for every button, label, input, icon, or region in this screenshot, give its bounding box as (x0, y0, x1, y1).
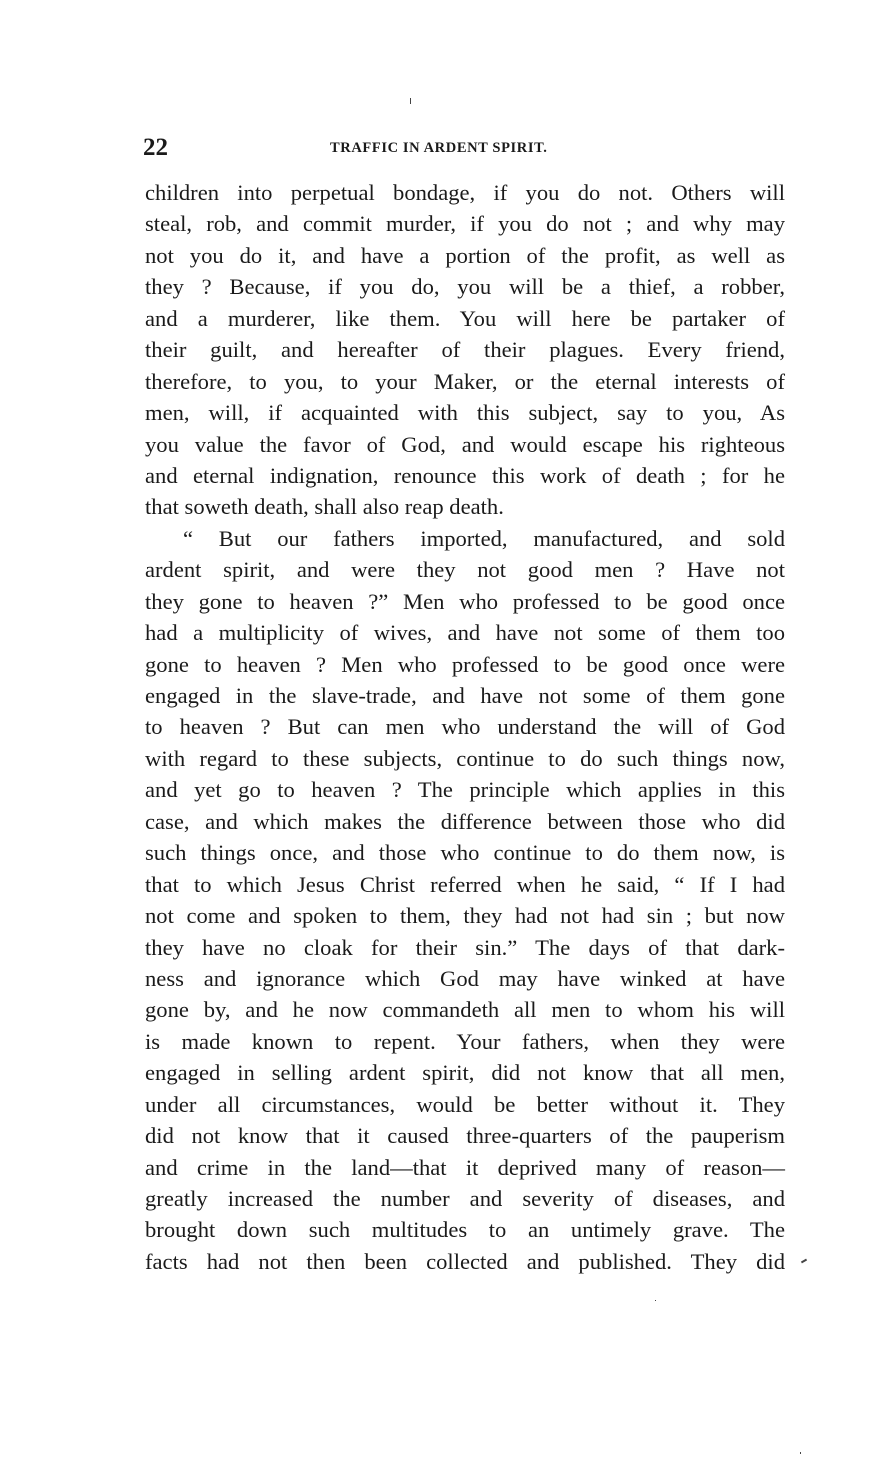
text-line: brought down such multitudes to an untimely grave. The (145, 1217, 785, 1243)
text-line: men, will, if acquainted with this subject, say to you, As (145, 400, 785, 426)
scan-speck (410, 98, 411, 104)
scan-speck (801, 1259, 807, 1264)
text-line: they ? Because, if you do, you will be a thief, a robber, (145, 274, 785, 300)
text-line: engaged in selling ardent spirit, did not know that all men, (145, 1060, 785, 1086)
text-line: and yet go to heaven ? The principle which applies in this (145, 777, 785, 803)
text-line: and a murderer, like them. You will here be partaker of (145, 305, 785, 331)
running-title: TRAFFIC IN ARDENT SPIRIT. (330, 140, 548, 156)
text-line: that to which Jesus Christ referred when he said, “ If I had (145, 871, 785, 897)
body-text (145, 177, 785, 1277)
text-line: steal, rob, and commit murder, if you do not ; and why may (145, 211, 785, 237)
text-line: to heaven ? But can men who understand the will of God (145, 714, 785, 740)
text-line: they have no cloak for their sin.” The days of that dark- (145, 934, 785, 960)
text-line: case, and which makes the difference between those who did (145, 808, 785, 834)
text-line: their guilt, and hereafter of their plagues. Every friend, (145, 337, 785, 363)
text-line: engaged in the slave-trade, and have not some of them gone (145, 683, 785, 708)
text-line: had a multiplicity of wives, and have not some of them too (145, 620, 785, 646)
page-number: 22 (143, 134, 168, 161)
paragraph-start-line: “ But our fathers imported, manufactured, and sold (183, 525, 785, 551)
text-line: you value the favor of God, and would escape his righteous (145, 431, 785, 457)
text-line: and eternal indignation, renounce this work of death ; for he (145, 462, 785, 488)
text-line: not you do it, and have a portion of the profit, as well as (145, 242, 785, 268)
text-line: they gone to heaven ?” Men who professed to be good once (145, 588, 785, 614)
scan-speck (800, 1452, 801, 1454)
text-line: facts had not then been collected and published. They did (145, 1248, 785, 1274)
text-line: with regard to these subjects, continue to do such things now, (145, 745, 785, 771)
text-line: gone to heaven ? Men who professed to be good once were (145, 651, 785, 677)
text-line: ness and ignorance which God may have winked at have (145, 965, 785, 991)
text-line: and crime in the land—that it deprived many of reason— (145, 1154, 785, 1180)
text-line: greatly increased the number and severity of diseases, and (145, 1186, 785, 1211)
text-line: not come and spoken to them, they had not had sin ; but now (145, 903, 785, 929)
text-line: therefore, to you, to your Maker, or the eternal interests of (145, 368, 785, 394)
text-line: is made known to repent. Your fathers, when they were (145, 1028, 785, 1054)
text-line: children into perpetual bondage, if you do not. Others will (145, 180, 785, 205)
text-line: did not know that it caused three-quarters of the pauperism (145, 1123, 785, 1149)
text-line: gone by, and he now commandeth all men to whom his will (145, 997, 785, 1023)
text-line: such things once, and those who continue to do them now, is (145, 840, 785, 866)
text-line: under all circumstances, would be better without it. They (145, 1091, 785, 1117)
paragraph-end-line: that soweth death, shall also reap death. (145, 494, 504, 520)
text-line: ardent spirit, and were they not good men ? Have not (145, 557, 785, 583)
scan-speck (655, 1300, 656, 1301)
